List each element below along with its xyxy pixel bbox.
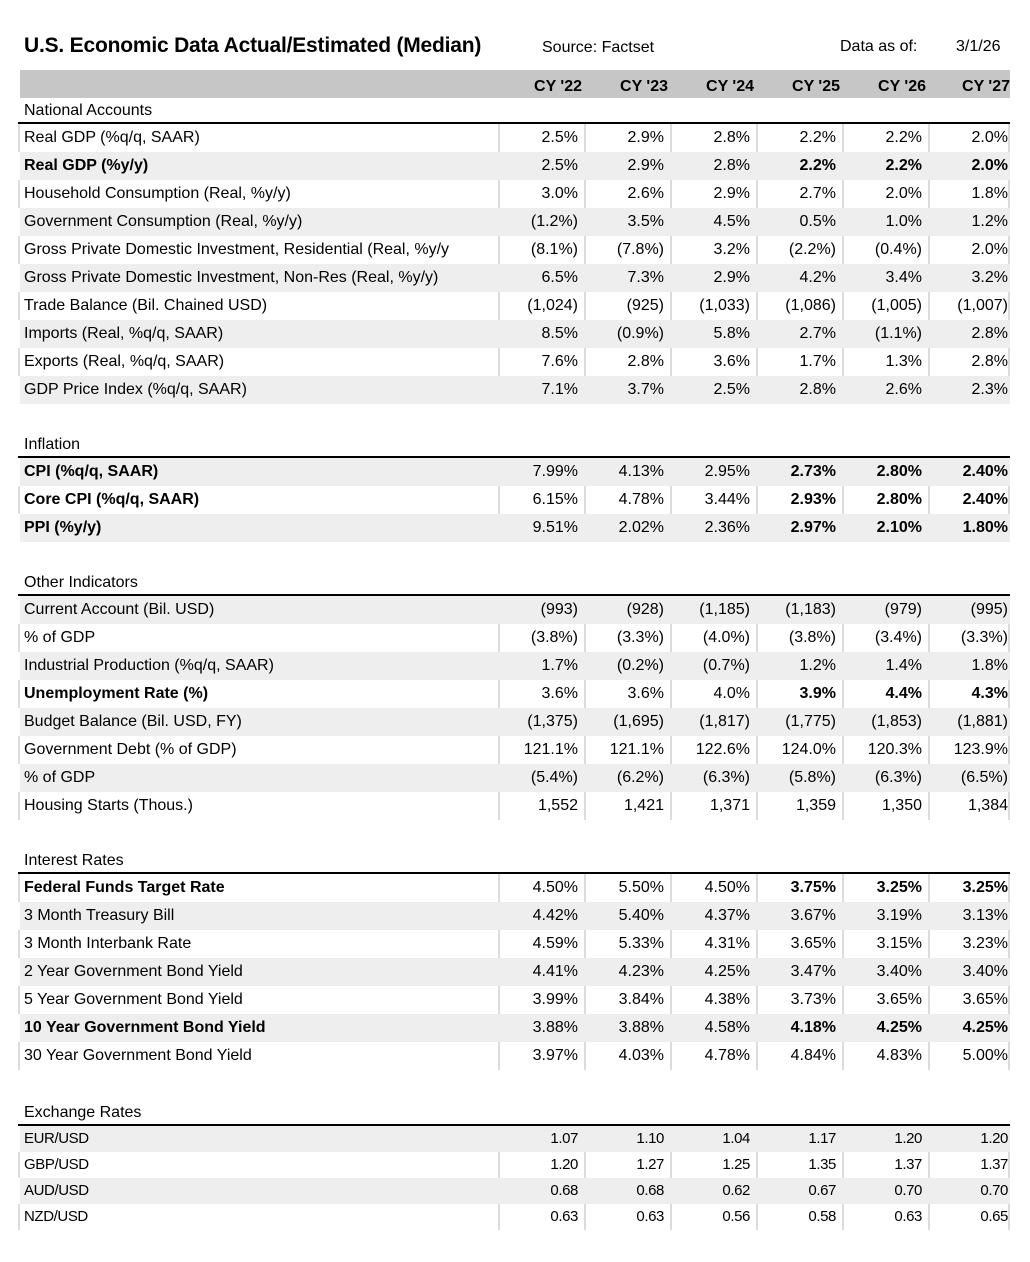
value-cell: 2.95% bbox=[704, 463, 750, 480]
table-row bbox=[20, 1178, 1010, 1204]
value-cell: 121.1% bbox=[523, 741, 578, 758]
value-cell: 2.5% bbox=[541, 157, 578, 174]
value-cell: 3.97% bbox=[532, 1047, 578, 1064]
value-cell: 1.8% bbox=[971, 185, 1008, 202]
column-header: CY '23 bbox=[620, 78, 668, 95]
value-cell: 2.0% bbox=[971, 241, 1008, 258]
value-cell: 3.73% bbox=[790, 991, 836, 1008]
value-cell: 4.5% bbox=[713, 213, 750, 230]
value-cell: 2.5% bbox=[713, 381, 750, 398]
value-cell: 3.65% bbox=[876, 991, 922, 1008]
value-cell: 2.8% bbox=[627, 353, 664, 370]
value-cell: 3.65% bbox=[790, 935, 836, 952]
value-cell: 3.2% bbox=[713, 241, 750, 258]
section-title: Exchange Rates bbox=[24, 1104, 142, 1121]
row-label: Gross Private Domestic Investment, Residential (Real, %y/y bbox=[24, 241, 450, 258]
value-cell: (993) bbox=[540, 601, 578, 618]
value-cell: 1.80% bbox=[962, 519, 1008, 536]
value-cell: (925) bbox=[626, 297, 664, 314]
value-cell: 4.13% bbox=[618, 463, 664, 480]
value-cell: 1.20 bbox=[980, 1130, 1008, 1147]
value-cell: 2.80% bbox=[876, 463, 922, 480]
value-cell: 2.7% bbox=[799, 185, 836, 202]
value-cell: 1.17 bbox=[808, 1130, 836, 1147]
row-label: Current Account (Bil. USD) bbox=[24, 601, 215, 618]
value-cell: (1,817) bbox=[699, 713, 750, 730]
value-cell: 3.13% bbox=[962, 907, 1008, 924]
section-national-accounts bbox=[20, 100, 1010, 404]
value-cell: 0.68 bbox=[636, 1182, 664, 1199]
value-cell: 0.56 bbox=[722, 1208, 750, 1225]
row-label: Imports (Real, %q/q, SAAR) bbox=[24, 325, 224, 342]
value-cell: (928) bbox=[626, 601, 664, 618]
value-cell: 3.6% bbox=[541, 685, 578, 702]
data-as-of-label: Data as of: bbox=[840, 38, 918, 55]
table-row bbox=[20, 152, 1010, 180]
column-header-bar bbox=[20, 70, 1010, 98]
value-cell: 1,350 bbox=[881, 797, 922, 814]
value-cell: 2.6% bbox=[627, 185, 664, 202]
table-row bbox=[20, 764, 1010, 792]
value-cell: 2.10% bbox=[876, 519, 922, 536]
value-cell: 4.23% bbox=[618, 963, 664, 980]
value-cell: 1.7% bbox=[799, 353, 836, 370]
value-cell: 4.2% bbox=[799, 269, 836, 286]
value-cell: 1.20 bbox=[550, 1156, 578, 1173]
value-cell: 1,359 bbox=[795, 797, 836, 814]
value-cell: (1,695) bbox=[613, 713, 664, 730]
table-row bbox=[20, 458, 1010, 486]
data-as-of-date: 3/1/26 bbox=[956, 38, 1001, 55]
page-title: U.S. Economic Data Actual/Estimated (Median) bbox=[24, 34, 482, 57]
value-cell: 3.0% bbox=[541, 185, 578, 202]
cell-divider bbox=[1008, 1042, 1010, 1070]
row-label: GDP Price Index (%q/q, SAAR) bbox=[24, 381, 247, 398]
value-cell: (7.8%) bbox=[616, 241, 664, 258]
value-cell: 1.10 bbox=[636, 1130, 664, 1147]
cell-divider bbox=[1008, 1204, 1010, 1230]
row-label: EUR/USD bbox=[24, 1130, 89, 1147]
value-cell: 123.9% bbox=[953, 741, 1008, 758]
row-label: Federal Funds Target Rate bbox=[24, 879, 225, 896]
value-cell: 0.63 bbox=[550, 1208, 578, 1225]
value-cell: 2.7% bbox=[799, 325, 836, 342]
cell-divider bbox=[1008, 236, 1010, 264]
report-header bbox=[24, 34, 1010, 64]
value-cell: 2.8% bbox=[713, 157, 750, 174]
value-cell: 3.88% bbox=[532, 1019, 578, 1036]
value-cell: 4.83% bbox=[876, 1047, 922, 1064]
value-cell: 3.6% bbox=[627, 685, 664, 702]
table-row bbox=[20, 376, 1010, 404]
value-cell: 1,552 bbox=[537, 797, 578, 814]
value-cell: 3.40% bbox=[962, 963, 1008, 980]
row-label: Industrial Production (%q/q, SAAR) bbox=[24, 657, 274, 674]
value-cell: 4.31% bbox=[704, 935, 750, 952]
value-cell: (0.7%) bbox=[702, 657, 750, 674]
cell-divider bbox=[1008, 348, 1010, 376]
table-row bbox=[20, 320, 1010, 348]
value-cell: (0.9%) bbox=[616, 325, 664, 342]
value-cell: (1,881) bbox=[957, 713, 1008, 730]
value-cell: 2.40% bbox=[962, 463, 1008, 480]
value-cell: 2.2% bbox=[799, 129, 836, 146]
value-cell: 1.35 bbox=[808, 1156, 836, 1173]
value-cell: 0.63 bbox=[636, 1208, 664, 1225]
table-row bbox=[20, 486, 1010, 514]
value-cell: 7.1% bbox=[541, 381, 578, 398]
value-cell: 0.58 bbox=[808, 1208, 836, 1225]
column-header: CY '27 bbox=[962, 78, 1010, 95]
value-cell: 6.15% bbox=[532, 491, 578, 508]
value-cell: 7.3% bbox=[627, 269, 664, 286]
row-label: AUD/USD bbox=[24, 1182, 89, 1199]
value-cell: 6.5% bbox=[541, 269, 578, 286]
value-cell: 3.47% bbox=[790, 963, 836, 980]
value-cell: 3.65% bbox=[962, 991, 1008, 1008]
value-cell: 4.78% bbox=[704, 1047, 750, 1064]
value-cell: (2.2%) bbox=[788, 241, 836, 258]
value-cell: 1,421 bbox=[623, 797, 664, 814]
cell-divider bbox=[1008, 736, 1010, 764]
table-row bbox=[20, 986, 1010, 1014]
table-row bbox=[20, 736, 1010, 764]
value-cell: 2.36% bbox=[704, 519, 750, 536]
value-cell: 1.3% bbox=[885, 353, 922, 370]
value-cell: 0.70 bbox=[980, 1182, 1008, 1199]
row-label: % of GDP bbox=[24, 629, 96, 646]
table-row bbox=[20, 874, 1010, 902]
row-label: 3 Month Treasury Bill bbox=[24, 907, 175, 924]
table-row bbox=[20, 236, 1010, 264]
value-cell: 3.84% bbox=[618, 991, 664, 1008]
value-cell: (5.4%) bbox=[530, 769, 578, 786]
section-title: Inflation bbox=[24, 436, 81, 453]
section-inflation bbox=[20, 434, 1010, 542]
value-cell: 3.25% bbox=[876, 879, 922, 896]
value-cell: 4.38% bbox=[704, 991, 750, 1008]
value-cell: (3.3%) bbox=[960, 629, 1008, 646]
value-cell: 4.59% bbox=[532, 935, 578, 952]
table-row bbox=[20, 708, 1010, 736]
cell-divider bbox=[1008, 930, 1010, 958]
value-cell: 4.3% bbox=[971, 685, 1008, 702]
value-cell: (1,183) bbox=[785, 601, 836, 618]
value-cell: 4.0% bbox=[713, 685, 750, 702]
value-cell: (1,007) bbox=[957, 297, 1008, 314]
value-cell: (1,775) bbox=[785, 713, 836, 730]
value-cell: (1,853) bbox=[871, 713, 922, 730]
row-label: PPI (%y/y) bbox=[24, 519, 102, 536]
value-cell: 0.68 bbox=[550, 1182, 578, 1199]
cell-divider bbox=[1008, 986, 1010, 1014]
row-label: Household Consumption (Real, %y/y) bbox=[24, 185, 291, 202]
value-cell: 1.37 bbox=[894, 1156, 922, 1173]
value-cell: (3.8%) bbox=[788, 629, 836, 646]
value-cell: 4.84% bbox=[790, 1047, 836, 1064]
section-title: Other Indicators bbox=[24, 574, 138, 591]
table-row bbox=[20, 792, 1010, 820]
section-interest-rates bbox=[20, 850, 1010, 1070]
value-cell: (6.3%) bbox=[874, 769, 922, 786]
value-cell: (1,005) bbox=[871, 297, 922, 314]
value-cell: 1,384 bbox=[967, 797, 1008, 814]
value-cell: 120.3% bbox=[867, 741, 922, 758]
value-cell: 4.41% bbox=[532, 963, 578, 980]
table-row bbox=[20, 348, 1010, 376]
value-cell: 3.4% bbox=[885, 269, 922, 286]
value-cell: 0.62 bbox=[722, 1182, 750, 1199]
value-cell: 3.5% bbox=[627, 213, 664, 230]
value-cell: 2.73% bbox=[790, 463, 836, 480]
table-row bbox=[20, 1014, 1010, 1042]
section-exchange-rates bbox=[20, 1102, 1010, 1230]
value-cell: 1.2% bbox=[799, 657, 836, 674]
value-cell: 3.44% bbox=[704, 491, 750, 508]
value-cell: 4.42% bbox=[532, 907, 578, 924]
value-cell: 3.25% bbox=[962, 879, 1008, 896]
value-cell: 3.19% bbox=[876, 907, 922, 924]
value-cell: (995) bbox=[970, 601, 1008, 618]
value-cell: (8.1%) bbox=[530, 241, 578, 258]
section-title: National Accounts bbox=[24, 102, 153, 119]
cell-divider bbox=[1008, 624, 1010, 652]
row-label: 30 Year Government Bond Yield bbox=[24, 1047, 252, 1064]
value-cell: 5.40% bbox=[618, 907, 664, 924]
value-cell: 1.2% bbox=[971, 213, 1008, 230]
value-cell: (1.1%) bbox=[874, 325, 922, 342]
column-header: CY '22 bbox=[534, 78, 582, 95]
table-row bbox=[20, 1042, 1010, 1070]
table-row bbox=[20, 902, 1010, 930]
row-label: CPI (%q/q, SAAR) bbox=[24, 463, 159, 480]
table-row bbox=[20, 680, 1010, 708]
value-cell: 2.8% bbox=[971, 325, 1008, 342]
value-cell: (1,024) bbox=[527, 297, 578, 314]
value-cell: 4.25% bbox=[876, 1019, 922, 1036]
value-cell: 4.78% bbox=[618, 491, 664, 508]
value-cell: 1.8% bbox=[971, 657, 1008, 674]
row-label: 10 Year Government Bond Yield bbox=[24, 1019, 266, 1036]
value-cell: 2.9% bbox=[713, 269, 750, 286]
table-row bbox=[20, 180, 1010, 208]
cell-divider bbox=[1008, 486, 1010, 514]
value-cell: 4.37% bbox=[704, 907, 750, 924]
value-cell: 3.9% bbox=[799, 685, 836, 702]
value-cell: 4.18% bbox=[790, 1019, 836, 1036]
value-cell: 4.03% bbox=[618, 1047, 664, 1064]
row-label: Exports (Real, %q/q, SAAR) bbox=[24, 353, 225, 370]
value-cell: 2.02% bbox=[618, 519, 664, 536]
value-cell: 1.07 bbox=[550, 1130, 578, 1147]
value-cell: 2.9% bbox=[713, 185, 750, 202]
value-cell: 2.2% bbox=[799, 157, 836, 174]
row-label: 2 Year Government Bond Yield bbox=[24, 963, 243, 980]
value-cell: 2.9% bbox=[627, 157, 664, 174]
table-row bbox=[20, 208, 1010, 236]
value-cell: (1,086) bbox=[785, 297, 836, 314]
row-label: Budget Balance (Bil. USD, FY) bbox=[24, 713, 242, 730]
value-cell: 2.0% bbox=[885, 185, 922, 202]
value-cell: 4.4% bbox=[885, 685, 922, 702]
value-cell: 2.5% bbox=[541, 129, 578, 146]
value-cell: (6.5%) bbox=[960, 769, 1008, 786]
value-cell: 3.15% bbox=[876, 935, 922, 952]
column-header: CY '25 bbox=[792, 78, 840, 95]
value-cell: 0.5% bbox=[799, 213, 836, 230]
row-label: Housing Starts (Thous.) bbox=[24, 797, 193, 814]
value-cell: 4.25% bbox=[962, 1019, 1008, 1036]
value-cell: (3.3%) bbox=[616, 629, 664, 646]
value-cell: (3.4%) bbox=[874, 629, 922, 646]
value-cell: (6.2%) bbox=[616, 769, 664, 786]
value-cell: 1.7% bbox=[541, 657, 578, 674]
section-title: Interest Rates bbox=[24, 852, 124, 869]
value-cell: 1.4% bbox=[885, 657, 922, 674]
cell-divider bbox=[1008, 292, 1010, 320]
value-cell: 3.7% bbox=[627, 381, 664, 398]
row-label: Real GDP (%q/q, SAAR) bbox=[24, 129, 200, 146]
value-cell: 3.75% bbox=[790, 879, 836, 896]
value-cell: 5.00% bbox=[962, 1047, 1008, 1064]
value-cell: (1,033) bbox=[699, 297, 750, 314]
value-cell: (979) bbox=[884, 601, 922, 618]
table-row bbox=[20, 124, 1010, 152]
value-cell: (1,185) bbox=[699, 601, 750, 618]
table-row bbox=[20, 652, 1010, 680]
table-row bbox=[20, 264, 1010, 292]
value-cell: 4.58% bbox=[704, 1019, 750, 1036]
value-cell: 2.93% bbox=[790, 491, 836, 508]
cell-divider bbox=[1008, 1152, 1010, 1178]
source-label: Source: Factset bbox=[542, 39, 655, 56]
value-cell: (4.0%) bbox=[702, 629, 750, 646]
cell-divider bbox=[1008, 792, 1010, 820]
value-cell: (3.8%) bbox=[530, 629, 578, 646]
row-label: Government Debt (% of GDP) bbox=[24, 741, 237, 758]
row-label: Government Consumption (Real, %y/y) bbox=[24, 213, 303, 230]
value-cell: 5.33% bbox=[618, 935, 664, 952]
table-row bbox=[20, 1152, 1010, 1178]
cell-divider bbox=[1008, 874, 1010, 902]
row-label: GBP/USD bbox=[24, 1156, 89, 1173]
value-cell: 1.20 bbox=[894, 1130, 922, 1147]
value-cell: 3.88% bbox=[618, 1019, 664, 1036]
value-cell: 2.0% bbox=[971, 157, 1008, 174]
value-cell: 1.25 bbox=[722, 1156, 750, 1173]
cell-divider bbox=[1008, 180, 1010, 208]
table-row bbox=[20, 958, 1010, 986]
row-label: % of GDP bbox=[24, 769, 96, 786]
value-cell: 8.5% bbox=[541, 325, 578, 342]
column-header: CY '26 bbox=[878, 78, 926, 95]
value-cell: 2.80% bbox=[876, 491, 922, 508]
value-cell: 4.50% bbox=[532, 879, 578, 896]
column-header: CY '24 bbox=[706, 78, 754, 95]
value-cell: 4.50% bbox=[704, 879, 750, 896]
table-row bbox=[20, 930, 1010, 958]
value-cell: 3.23% bbox=[962, 935, 1008, 952]
value-cell: 121.1% bbox=[609, 741, 664, 758]
value-cell: 2.97% bbox=[790, 519, 836, 536]
value-cell: 1.0% bbox=[885, 213, 922, 230]
section-other-indicators bbox=[20, 572, 1010, 820]
value-cell: 3.6% bbox=[713, 353, 750, 370]
row-label: 3 Month Interbank Rate bbox=[24, 935, 192, 952]
value-cell: 2.9% bbox=[627, 129, 664, 146]
value-cell: 4.25% bbox=[704, 963, 750, 980]
table-row bbox=[20, 1204, 1010, 1230]
value-cell: (6.3%) bbox=[702, 769, 750, 786]
table-row bbox=[20, 1126, 1010, 1152]
value-cell: (1,375) bbox=[527, 713, 578, 730]
value-cell: 3.2% bbox=[971, 269, 1008, 286]
value-cell: (0.2%) bbox=[616, 657, 664, 674]
value-cell: 3.99% bbox=[532, 991, 578, 1008]
value-cell: 0.67 bbox=[808, 1182, 836, 1199]
value-cell: 7.6% bbox=[541, 353, 578, 370]
value-cell: 1.37 bbox=[980, 1156, 1008, 1173]
value-cell: (1.2%) bbox=[530, 213, 578, 230]
row-label: Trade Balance (Bil. Chained USD) bbox=[24, 297, 268, 314]
value-cell: 9.51% bbox=[532, 519, 578, 536]
value-cell: 0.65 bbox=[980, 1208, 1008, 1225]
value-cell: 1.27 bbox=[636, 1156, 664, 1173]
value-cell: (5.8%) bbox=[788, 769, 836, 786]
value-cell: 7.99% bbox=[532, 463, 578, 480]
row-label: Core CPI (%q/q, SAAR) bbox=[24, 491, 200, 508]
row-label: Unemployment Rate (%) bbox=[24, 685, 209, 702]
row-label: 5 Year Government Bond Yield bbox=[24, 991, 243, 1008]
row-label: NZD/USD bbox=[24, 1208, 88, 1225]
cell-divider bbox=[1008, 124, 1010, 152]
value-cell: 2.8% bbox=[971, 353, 1008, 370]
value-cell: 2.8% bbox=[799, 381, 836, 398]
value-cell: (0.4%) bbox=[874, 241, 922, 258]
row-label: Real GDP (%y/y) bbox=[24, 157, 149, 174]
value-cell: 124.0% bbox=[781, 741, 836, 758]
value-cell: 2.8% bbox=[713, 129, 750, 146]
value-cell: 2.2% bbox=[885, 129, 922, 146]
row-label: Gross Private Domestic Investment, Non-Res (Real, %y/y) bbox=[24, 269, 439, 286]
value-cell: 0.63 bbox=[894, 1208, 922, 1225]
table-row bbox=[20, 514, 1010, 542]
value-cell: 1.04 bbox=[722, 1130, 750, 1147]
value-cell: 2.0% bbox=[971, 129, 1008, 146]
value-cell: 122.6% bbox=[695, 741, 750, 758]
value-cell: 5.8% bbox=[713, 325, 750, 342]
value-cell: 3.67% bbox=[790, 907, 836, 924]
cell-divider bbox=[1008, 680, 1010, 708]
table-row bbox=[20, 596, 1010, 624]
value-cell: 0.70 bbox=[894, 1182, 922, 1199]
value-cell: 2.3% bbox=[971, 381, 1008, 398]
value-cell: 1,371 bbox=[709, 797, 750, 814]
value-cell: 2.6% bbox=[885, 381, 922, 398]
value-cell: 5.50% bbox=[618, 879, 664, 896]
table-row bbox=[20, 292, 1010, 320]
value-cell: 2.40% bbox=[962, 491, 1008, 508]
value-cell: 3.40% bbox=[876, 963, 922, 980]
value-cell: 2.2% bbox=[885, 157, 922, 174]
table-row bbox=[20, 624, 1010, 652]
